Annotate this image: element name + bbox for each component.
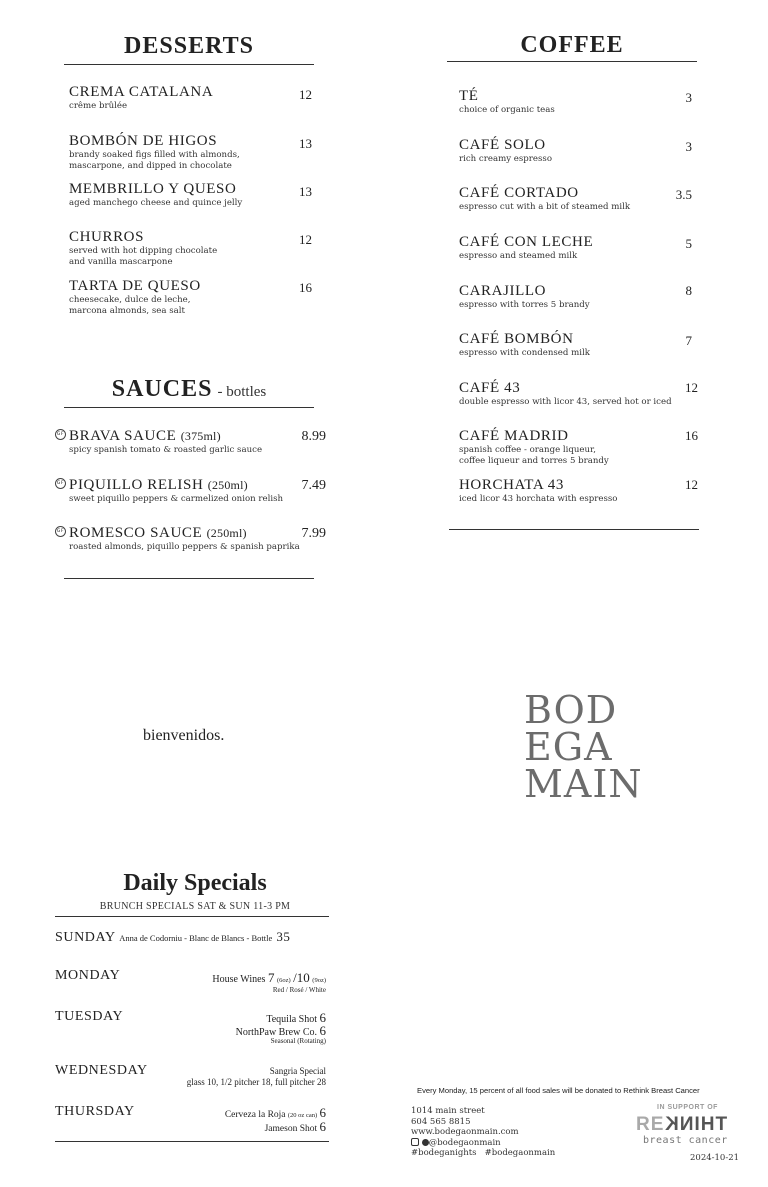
donation-note: Every Monday, 15 percent of all food sales will be donated to Rethink Breast Cancer: [417, 1086, 700, 1095]
coffee-bottom-rule: [449, 529, 699, 530]
gluten-free-icon: GF: [55, 429, 66, 440]
tuesday-note: Seasonal (Rotating): [270, 1037, 326, 1045]
special-day-sunday: SUNDAY Anna de Codorniu - Blanc de Blancs - Bottle 35: [55, 929, 291, 945]
logo-line: EGA: [524, 725, 613, 769]
rethink-subtitle: breast cancer: [643, 1135, 728, 1146]
sauce-desc: spicy spanish tomato & roasted garlic sauce: [69, 445, 263, 455]
sunday-special-text: Anna de Codorniu - Blanc de Blancs - Bottle: [119, 933, 273, 943]
contact-block: [411, 1106, 555, 1159]
coffee-title: COFFEE: [520, 32, 624, 58]
coffee-desc: choice of organic teas: [459, 105, 555, 115]
sauce-name: GF BRAVA SAUCE (375ml): [56, 428, 221, 444]
coffee-desc: rich creamy espresso: [459, 154, 552, 164]
support-label: IN SUPPORT OF: [657, 1104, 718, 1111]
monday-special: House Wines 7 (6oz) /10 (9oz): [212, 970, 326, 985]
special-day-tuesday: TUESDAY: [55, 1009, 124, 1024]
monday-wine-types: Red / Rosé / White: [272, 986, 326, 994]
specials-title: Daily Specials: [123, 870, 267, 896]
sauces-subtitle: - bottles: [217, 384, 267, 400]
coffee-desc: iced licor 43 horchata with espresso: [459, 494, 618, 504]
dessert-price: 16: [299, 280, 312, 295]
sunday-special-price: 35: [276, 929, 291, 944]
coffee-desc: espresso with torres 5 brandy: [459, 300, 590, 310]
desserts-rule: [64, 64, 314, 65]
menu-date: 2024-10-21: [690, 1153, 740, 1163]
sauces-title: SAUCES: [111, 376, 213, 402]
coffee-item: [459, 477, 699, 505]
gluten-free-icon: GF: [55, 478, 66, 489]
coffee-name: CAFÉ 43: [459, 380, 521, 396]
thursday-special-2: Jameson Shot 6: [264, 1119, 326, 1134]
coffee-price: 16: [685, 428, 698, 443]
rethink-logo: RETHINK: [636, 1114, 728, 1135]
sauce-price: 7.99: [301, 526, 326, 541]
dessert-name: CREMA CATALANA: [69, 84, 214, 100]
special-day-wednesday: WEDNESDAY: [55, 1063, 148, 1078]
coffee-name: CARAJILLO: [459, 283, 547, 299]
social-handle: @bodegaonmain: [428, 1137, 501, 1148]
coffee-item: [459, 380, 699, 408]
coffee-name: CAFÉ CORTADO: [459, 185, 579, 201]
dessert-desc: cheesecake, dulce de leche, marcona almonds, sea salt: [69, 295, 191, 316]
gluten-free-icon: GF: [55, 526, 66, 537]
dessert-name: MEMBRILLO Y QUESO: [69, 181, 237, 197]
wednesday-special-2: glass 10, 1/2 pitcher 18, full pitcher 28: [186, 1077, 326, 1087]
tuesday-special-1: Tequila Shot 6: [266, 1010, 326, 1025]
hashtags: #bodeganights #bodegaonmain: [411, 1148, 556, 1158]
dessert-name: TARTA DE QUESO: [69, 278, 201, 294]
sauce-name: GF PIQUILLO RELISH (250ml): [56, 477, 248, 493]
wednesday-special-1: Sangria Special: [269, 1066, 326, 1076]
dessert-desc: brandy soaked figs filled with almonds, mascarpone, and dipped in chocolate: [69, 150, 240, 171]
coffee-name: CAFÉ CON LECHE: [459, 234, 594, 250]
special-day-monday: MONDAY: [55, 968, 121, 983]
coffee-desc: espresso with condensed milk: [459, 348, 590, 358]
coffee-name: HORCHATA 43: [459, 477, 564, 493]
coffee-price: 7: [685, 333, 692, 348]
thursday-special-1: Cerveza la Roja (20 oz can) 6: [224, 1105, 326, 1120]
coffee-name: CAFÉ MADRID: [459, 428, 569, 444]
dessert-price: 13: [299, 136, 312, 151]
coffee-price: 8: [685, 283, 692, 298]
sauce-desc: roasted almonds, piquillo peppers & spanish paprika: [69, 542, 300, 552]
tuesday-special-2: NorthPaw Brew Co. 6: [235, 1023, 326, 1038]
dessert-name: CHURROS: [69, 229, 145, 245]
sauce-name: GF ROMESCO SAUCE (250ml): [56, 525, 247, 541]
facebook-icon: [422, 1139, 429, 1146]
coffee-name: CAFÉ BOMBÓN: [459, 331, 574, 347]
special-day-thursday: THURSDAY: [55, 1104, 135, 1119]
bodega-logo: [524, 688, 643, 806]
sauce-size: (250ml): [206, 526, 247, 540]
coffee-price: 3: [685, 90, 692, 105]
desserts-title: DESSERTS: [124, 33, 254, 59]
website: www.bodegaonmain.com: [411, 1127, 519, 1137]
coffee-price: 5: [685, 236, 692, 251]
dessert-price: 13: [299, 184, 312, 199]
sauces-rule: [64, 407, 314, 408]
coffee-item: [459, 428, 699, 467]
coffee-desc: double espresso with licor 43, served hot or iced: [459, 397, 672, 407]
specials-bottom-rule: [55, 1141, 329, 1142]
dessert-desc: crême brûlée: [69, 101, 128, 111]
welcome-text: bienvenidos.: [143, 727, 225, 744]
social-row: [411, 1138, 555, 1149]
sauces-bottom-rule: [64, 578, 314, 579]
coffee-price: 12: [685, 477, 698, 492]
coffee-rule: [447, 61, 697, 62]
sauce-size: (250ml): [207, 478, 248, 492]
coffee-desc: spanish coffee - orange liqueur, coffee liqueur and torres 5 brandy: [459, 445, 609, 466]
phone: 604 565 8815: [411, 1116, 471, 1127]
sauce-size: (375ml): [180, 429, 221, 443]
logo-line: BOD: [524, 688, 618, 732]
coffee-name: TÉ: [459, 88, 479, 104]
sauces-header: [64, 376, 314, 403]
coffee-price: 12: [685, 380, 698, 395]
specials-subtitle: BRUNCH SPECIALS SAT & SUN 11-3 PM: [99, 901, 291, 912]
logo-line: MAIN: [524, 762, 643, 806]
coffee-desc: espresso cut with a bit of steamed milk: [459, 202, 631, 212]
dessert-price: 12: [299, 232, 312, 247]
sauce-desc: sweet piquillo peppers & carmelized onion relish: [69, 494, 284, 504]
address: 1014 main street: [411, 1106, 485, 1116]
coffee-name: CAFÉ SOLO: [459, 137, 546, 153]
dessert-name: BOMBÓN DE HIGOS: [69, 133, 218, 149]
dessert-price: 12: [299, 87, 312, 102]
coffee-price: 3: [685, 139, 692, 154]
specials-rule: [55, 916, 329, 917]
instagram-icon: [411, 1138, 419, 1146]
dessert-desc: served with hot dipping chocolate and vanilla mascarpone: [69, 246, 218, 267]
sauce-price: 7.49: [301, 478, 326, 493]
dessert-desc: aged manchego cheese and quince jelly: [69, 198, 243, 208]
sauce-price: 8.99: [301, 429, 326, 444]
coffee-desc: espresso and steamed milk: [459, 251, 578, 261]
coffee-price: 3.5: [675, 187, 692, 202]
